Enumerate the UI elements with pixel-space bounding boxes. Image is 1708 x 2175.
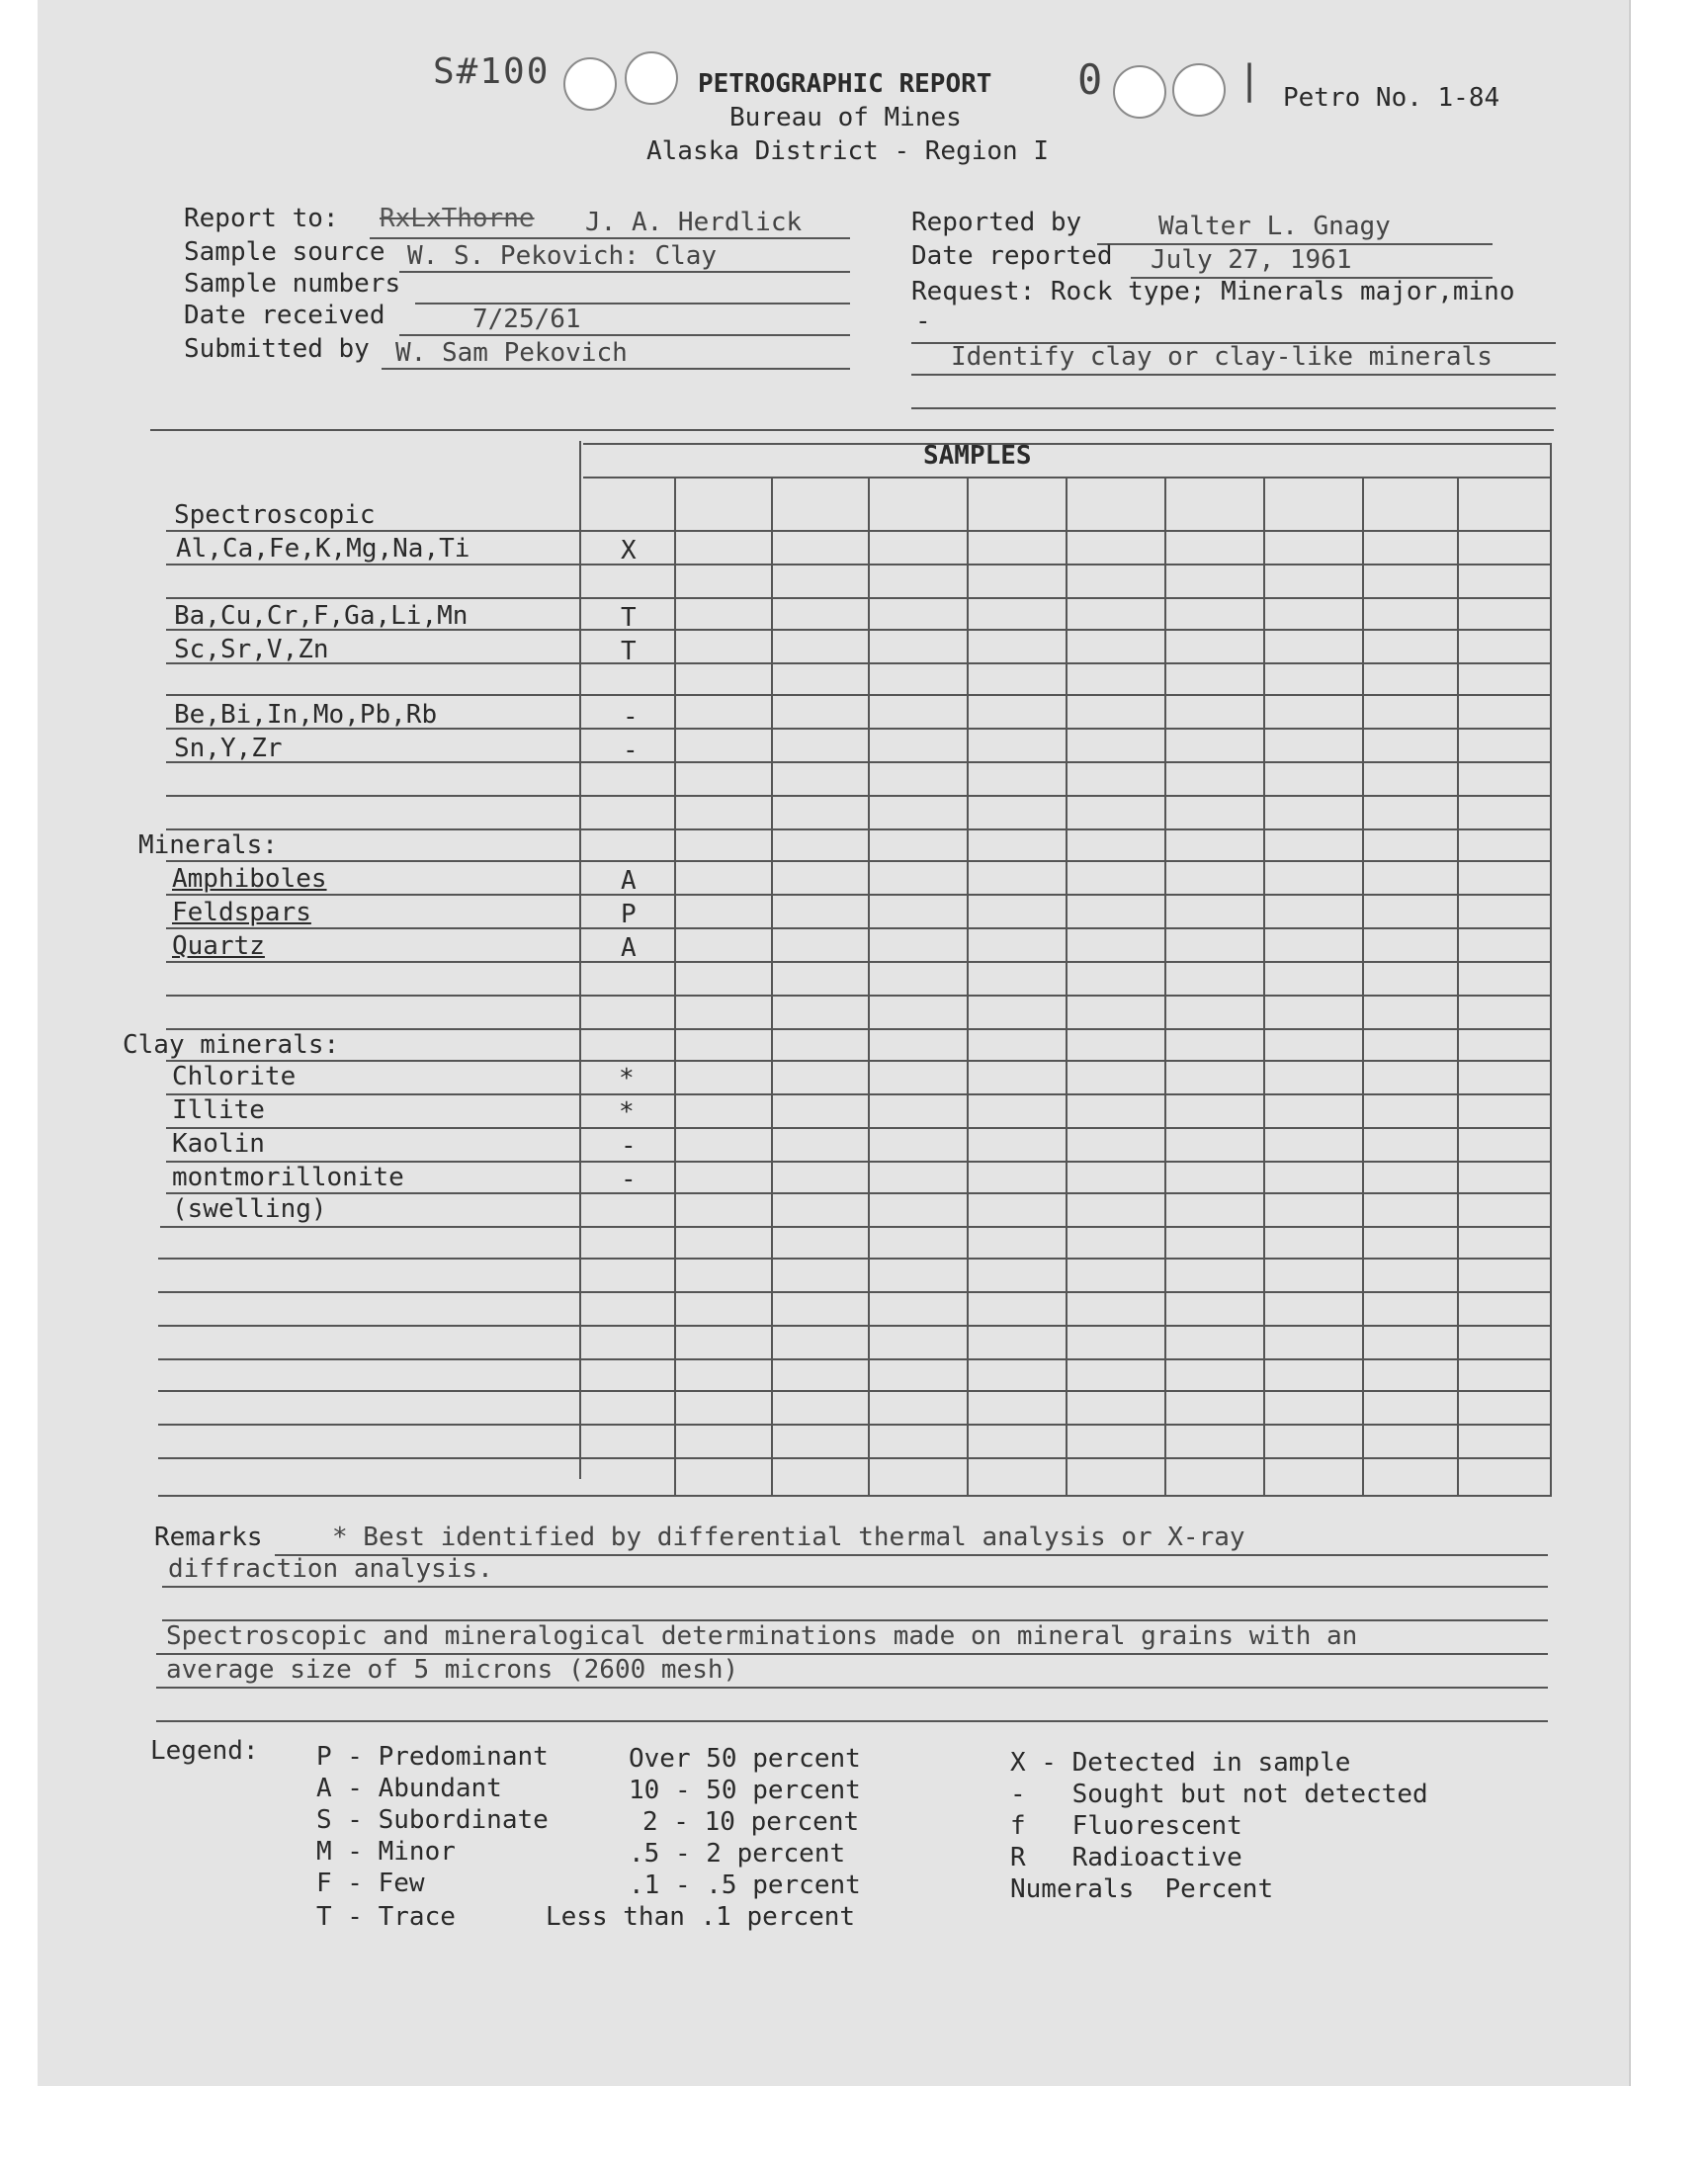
- samples-header: SAMPLES: [923, 441, 1032, 471]
- legend-code: T - Trace: [316, 1902, 456, 1932]
- row-line: [160, 1226, 1550, 1228]
- remarks-rule: [156, 1687, 1548, 1689]
- row-value: -: [621, 1131, 637, 1161]
- remarks-rule: [156, 1720, 1548, 1722]
- legend-code: A - Abundant: [316, 1774, 502, 1803]
- row-label: Quartz: [172, 931, 265, 961]
- sample-col-line: [868, 478, 870, 1497]
- row-line: [166, 995, 1550, 997]
- sample-source-value: W. S. Pekovich: Clay: [407, 241, 718, 271]
- row-value: *: [619, 1064, 635, 1093]
- row-label: Ba,Cu,Cr,F,Ga,Li,Mn: [174, 601, 469, 631]
- date-received-line: [399, 334, 850, 336]
- sample-col-line: [1066, 478, 1068, 1497]
- submitted-by-value: W. Sam Pekovich: [395, 338, 628, 368]
- reported-by-value: Walter L. Gnagy: [1158, 212, 1391, 241]
- row-line: [166, 927, 1550, 929]
- row-line: [166, 1028, 1550, 1030]
- sample-col-line: [1164, 478, 1166, 1497]
- punch-hole-4: [1172, 63, 1226, 117]
- legend-code: M - Minor: [316, 1837, 456, 1867]
- row-label: Kaolin: [172, 1129, 265, 1159]
- row-label: Chlorite: [172, 1062, 297, 1091]
- row-value: -: [623, 702, 639, 732]
- samples-header-rule: [583, 477, 1552, 478]
- legend-code: F - Few: [316, 1869, 425, 1898]
- sample-numbers-label: Sample numbers: [184, 269, 401, 299]
- legend-symbol: Numerals Percent: [1010, 1874, 1274, 1904]
- row-value: *: [619, 1097, 635, 1127]
- report-to-label: Report to:: [184, 204, 339, 233]
- legend-range: .1 - .5 percent: [629, 1870, 861, 1900]
- row-line: [166, 795, 1550, 797]
- request-value: Identify clay or clay-like minerals: [951, 342, 1493, 372]
- remarks-line-2: diffraction analysis.: [168, 1554, 493, 1584]
- legend-symbol: R Radioactive: [1010, 1843, 1242, 1872]
- legend-symbol: - Sought but not detected: [1010, 1780, 1428, 1809]
- sample-source-line: [399, 271, 850, 273]
- report-to-line: [370, 237, 850, 239]
- row-label: Illite: [172, 1095, 265, 1125]
- punch-hole-2: [625, 51, 678, 105]
- submitted-by-line: [382, 368, 850, 370]
- row-value: P: [621, 900, 637, 929]
- row-line: [158, 1390, 1550, 1392]
- bureau-name: Bureau of Mines: [729, 103, 962, 132]
- legend-range: 10 - 50 percent: [629, 1776, 861, 1805]
- row-line: [166, 1093, 1550, 1095]
- row-line: [166, 828, 1550, 830]
- row-line: [166, 761, 1550, 763]
- row-line: [166, 530, 1550, 532]
- row-value: -: [621, 1165, 637, 1194]
- row-line: [166, 961, 1550, 963]
- row-line: [166, 597, 1550, 599]
- row-line: [166, 1127, 1550, 1129]
- row-line: [166, 1060, 1550, 1062]
- remarks-label: Remarks: [154, 1522, 263, 1552]
- submitted-by-label: Submitted by: [184, 334, 370, 364]
- legend-code: P - Predominant: [316, 1742, 549, 1772]
- legend-range: .5 - 2 percent: [629, 1839, 846, 1869]
- sample-col-line: [1457, 478, 1459, 1497]
- sample-col-line: [967, 478, 969, 1497]
- punch-hole-3: [1113, 65, 1166, 119]
- sample-source-label: Sample source: [184, 237, 385, 267]
- legend-range: 2 - 10 percent: [642, 1807, 860, 1837]
- table-bottom-rule: [158, 1495, 1550, 1497]
- legend-label: Legend:: [150, 1736, 259, 1766]
- row-label: Feldspars: [172, 898, 311, 927]
- row-label: (swelling): [172, 1194, 327, 1224]
- request-line-2: [911, 374, 1556, 376]
- row-value: A: [621, 933, 637, 963]
- row-line: [158, 1258, 1550, 1260]
- stamp-number-right-end: |: [1238, 57, 1262, 103]
- section-spectroscopic: Spectroscopic: [174, 500, 376, 530]
- row-line: [166, 694, 1550, 696]
- row-line: [166, 1192, 1550, 1194]
- sample-col-line: [674, 478, 676, 1497]
- row-label: Sc,Sr,V,Zn: [174, 635, 329, 664]
- legend-symbol: f Fluorescent: [1010, 1811, 1242, 1841]
- row-line: [166, 894, 1550, 896]
- row-label: Amphiboles: [172, 864, 327, 894]
- reported-by-label: Reported by: [911, 208, 1082, 237]
- row-value: T: [621, 637, 637, 666]
- remarks-line-4: average size of 5 microns (2600 mesh): [166, 1655, 739, 1685]
- row-label: Al,Ca,Fe,K,Mg,Na,Ti: [176, 534, 470, 564]
- row-line: [158, 1424, 1550, 1426]
- report-to-value: J. A. Herdlick: [585, 208, 803, 237]
- date-reported-value: July 27, 1961: [1151, 245, 1352, 275]
- legend-range: Over 50 percent: [629, 1744, 861, 1774]
- row-line: [158, 1291, 1550, 1293]
- stamp-number-right: 0: [1077, 55, 1103, 104]
- row-line: [158, 1325, 1550, 1327]
- stamp-number-left: S#100: [433, 51, 551, 92]
- row-label: Be,Bi,In,Mo,Pb,Rb: [174, 700, 438, 730]
- row-line: [166, 860, 1550, 862]
- remarks-rule: [162, 1586, 1548, 1588]
- row-line: [166, 662, 1550, 664]
- petro-number: Petro No. 1-84: [1283, 83, 1500, 113]
- legend-symbol: X - Detected in sample: [1010, 1748, 1351, 1778]
- request-label: Request: Rock type; Minerals major,mino: [911, 277, 1515, 306]
- sample-col-line: [1263, 478, 1265, 1497]
- row-label: montmorillonite: [172, 1163, 404, 1192]
- samples-top-rule: [583, 443, 1552, 445]
- row-line: [158, 1457, 1550, 1459]
- section-minerals: Minerals:: [138, 830, 278, 860]
- row-value: A: [621, 866, 637, 896]
- row-value: T: [621, 603, 637, 633]
- punch-hole-1: [563, 57, 617, 111]
- row-label: Sn,Y,Zr: [174, 734, 283, 763]
- request-line-3: [911, 407, 1556, 409]
- date-reported-label: Date reported: [911, 241, 1113, 271]
- legend-code: S - Subordinate: [316, 1805, 549, 1835]
- row-value: X: [621, 536, 637, 566]
- row-line: [166, 564, 1550, 566]
- request-dash: -: [915, 306, 931, 336]
- remarks-line-1: * Best identified by differential thermal analysis or X-ray: [332, 1522, 1245, 1552]
- report-to-struck: RxLxThorne: [380, 204, 535, 233]
- sample-col-line: [771, 478, 773, 1497]
- date-received-value: 7/25/61: [472, 304, 581, 334]
- row-line: [158, 1358, 1550, 1360]
- legend-range: Less than .1 percent: [546, 1902, 856, 1932]
- section-clay-minerals: Clay minerals:: [123, 1030, 340, 1060]
- remarks-line-3: Spectroscopic and mineralogical determinations made on mineral grains with an: [166, 1621, 1358, 1651]
- sample-col-line: [1362, 478, 1364, 1497]
- table-top-rule: [150, 429, 1554, 431]
- date-received-label: Date received: [184, 301, 385, 330]
- report-title: PETROGRAPHIC REPORT: [698, 69, 992, 99]
- row-value: -: [623, 736, 639, 765]
- district-region: Alaska District - Region I: [646, 136, 1049, 166]
- table-right-edge: [1550, 443, 1552, 1497]
